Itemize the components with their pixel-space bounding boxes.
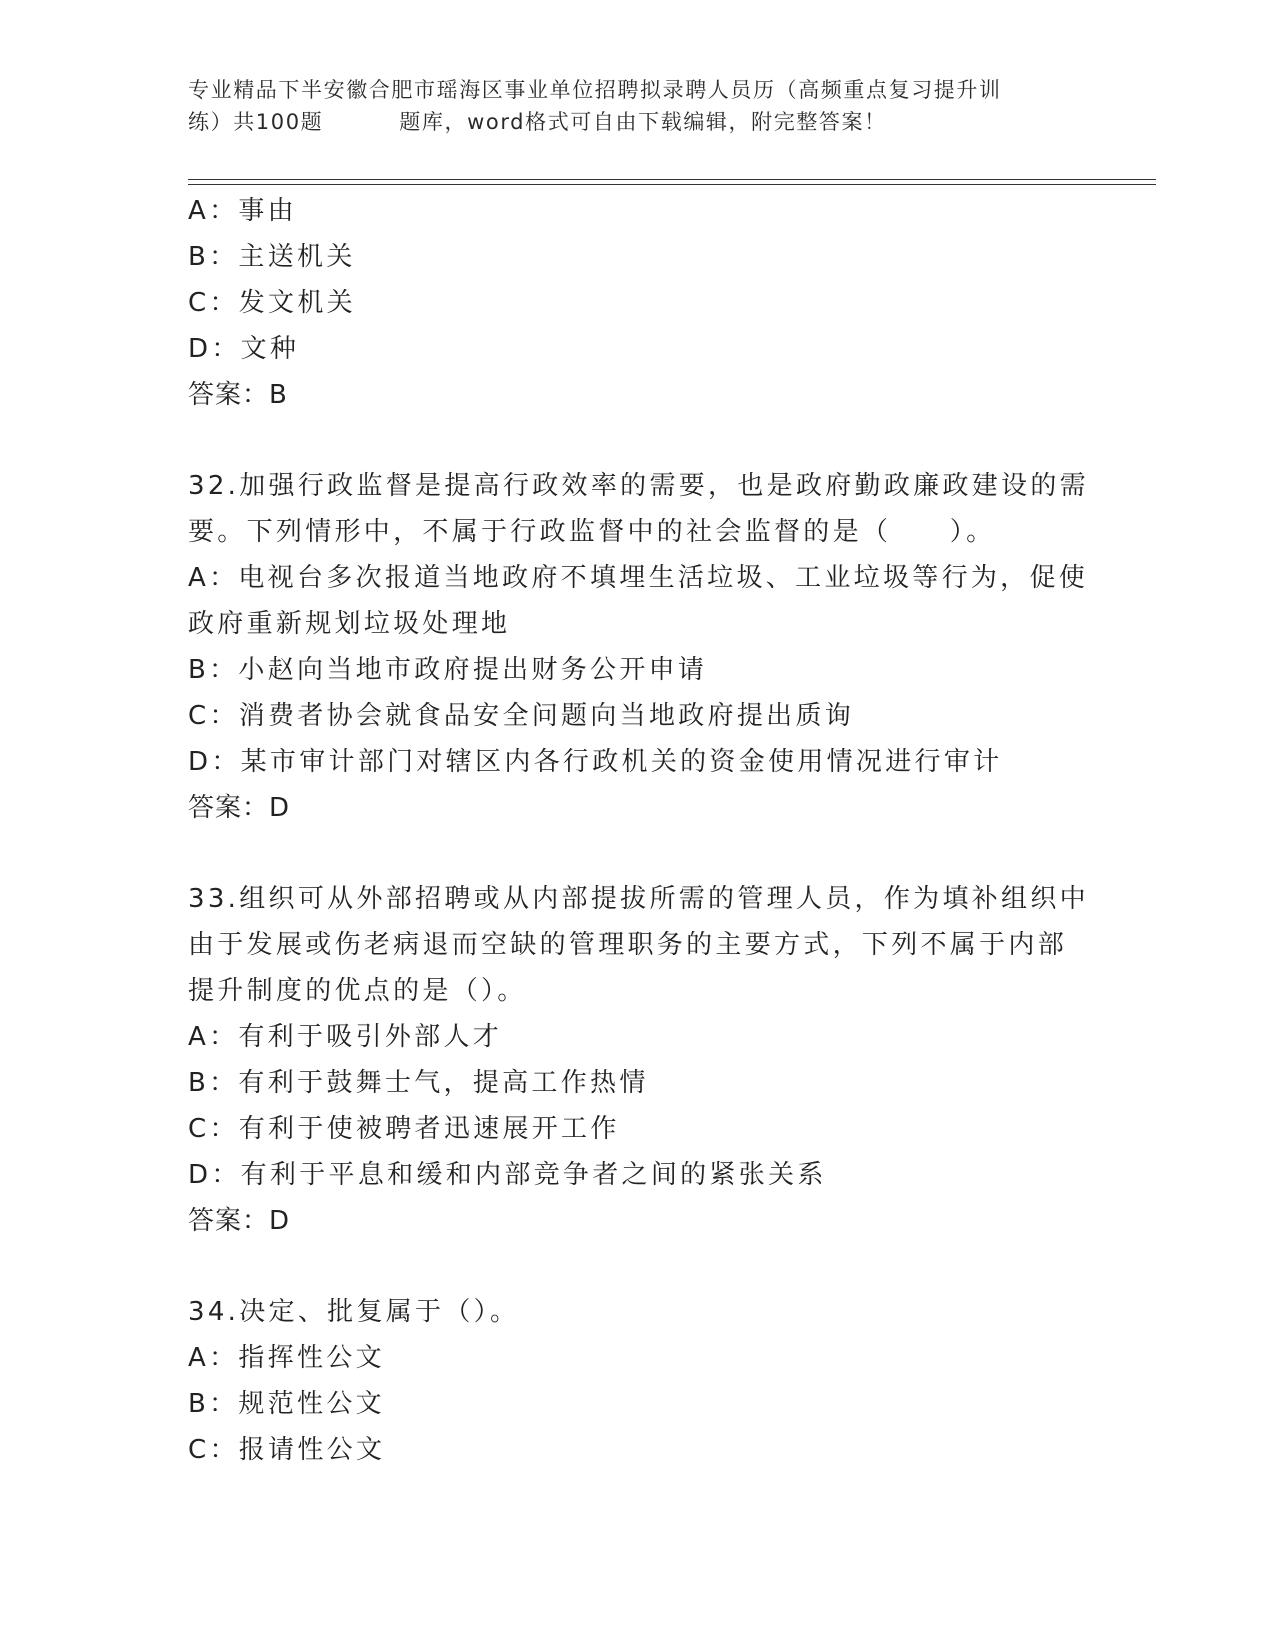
option-b: B：规范性公文 <box>188 1389 385 1419</box>
header-rule-top <box>188 179 1156 180</box>
answer: 答案：D <box>188 1206 291 1236</box>
option-a: A：电视台多次报道当地政府不填埋生活垃圾、工业垃圾等行为，促使 <box>188 563 1089 593</box>
document-header <box>188 74 1088 138</box>
option-c: C：报请性公文 <box>188 1435 386 1465</box>
question-stem: 要。下列情形中，不属于行政监督中的社会监督的是（ ）。 <box>188 517 996 547</box>
question-stem: 提升制度的优点的是（）。 <box>188 976 527 1006</box>
question-stem: 33.组织可从外部招聘或从内部提拔所需的管理人员，作为填补组织中 <box>188 884 1089 914</box>
option-c: C：消费者协会就食品安全问题向当地政府提出质询 <box>188 701 855 731</box>
question-stem: 34.决定、批复属于（）。 <box>188 1297 520 1327</box>
option-a: A：指挥性公文 <box>188 1343 385 1373</box>
option-d: D：有利于平息和缓和内部竞争者之间的紧张关系 <box>188 1160 827 1190</box>
question-31-tail <box>188 188 1088 418</box>
header-line-2 <box>188 106 1088 138</box>
question-33 <box>188 876 1088 1244</box>
option-c: C：发文机关 <box>188 288 356 318</box>
question-32 <box>188 463 1088 831</box>
option-c: C：有利于使被聘者迅速展开工作 <box>188 1114 620 1144</box>
header-rule-bottom <box>188 184 1156 185</box>
question-stem: 32.加强行政监督是提高行政效率的需要，也是政府勤政廉政建设的需 <box>188 471 1089 501</box>
header-line-2-part-2: 题库，word格式可自由下载编辑，附完整答案！ <box>399 110 887 134</box>
question-stem: 由于发展或伤老病退而空缺的管理职务的主要方式，下列不属于内部 <box>188 930 1068 960</box>
answer: 答案：D <box>188 793 291 823</box>
question-content <box>188 188 1088 1473</box>
question-34 <box>188 1289 1088 1473</box>
option-a-continued: 政府重新规划垃圾处理地 <box>188 609 511 639</box>
header-line-1: 专业精品下半安徽合肥市瑶海区事业单位招聘拟录聘人员历（高频重点复习提升训 <box>188 78 1002 102</box>
option-d: D：某市审计部门对辖区内各行政机关的资金使用情况进行审计 <box>188 747 1003 777</box>
option-b: B：主送机关 <box>188 242 356 272</box>
option-b: B：小赵向当地市政府提出财务公开申请 <box>188 655 708 685</box>
option-a: A：事由 <box>188 196 297 226</box>
option-b: B：有利于鼓舞士气，提高工作热情 <box>188 1068 649 1098</box>
answer: 答案：B <box>188 380 288 410</box>
option-a: A：有利于吸引外部人才 <box>188 1022 503 1052</box>
option-d: D：文种 <box>188 334 300 364</box>
header-line-2-part-1: 练）共100题 <box>188 110 324 134</box>
